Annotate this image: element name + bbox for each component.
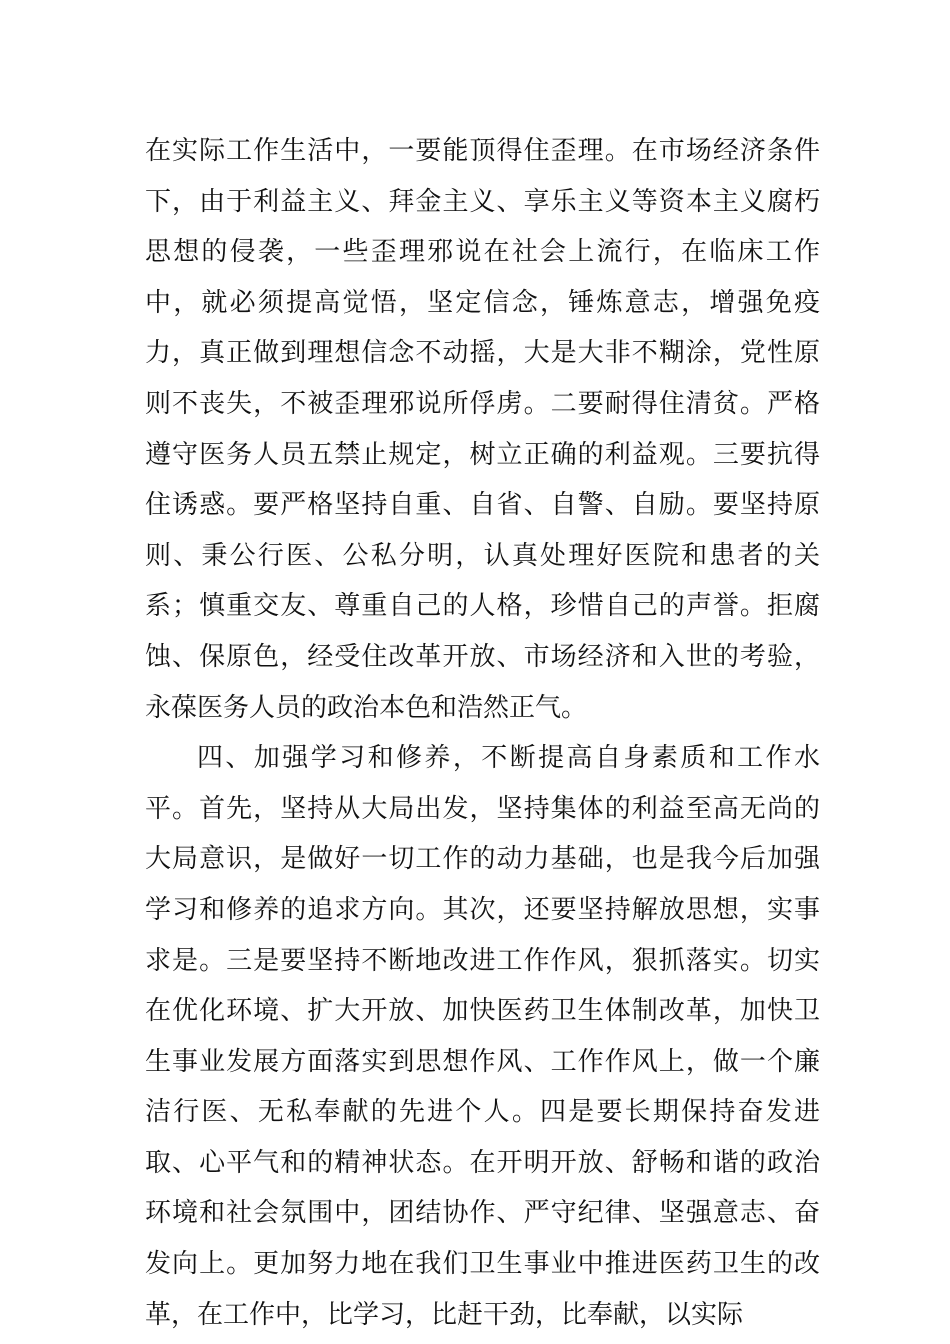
paragraph-continuation: 在实际工作生活中，一要能顶得住歪理。在市场经济条件下，由于利益主义、拜金主义、享乐主义等资本主义腐朽思想的侵袭，一些歪理邪说在社会上流行，在临床工作中，就必须提高觉悟，坚定信念，锤炼意志，增强免疫力，真正做到理想信念不动摇，大是大非不糊涂，党性原则不丧失，不被歪理邪说所俘虏。二要耐得住清贫。严格遵守医务人员五禁止规定，树立正确的利益观。三要抗得住诱惑。要严格坚持自重、自省、自警、自励。要坚持原则、秉公行医、公私分明，认真处理好医院和患者的关系；慎重交友、尊重自己的人格，珍惜自己的声誉。拒腐蚀、保原色，经受住改革开放、市场经济和入世的考验，永葆医务人员的政治本色和浩然正气。 (145, 136, 820, 723)
paragraph-section-four: 四、加强学习和修养，不断提高自身素质和工作水平。首先，坚持从大局出发，坚持集体的利益至高无尚的大局意识，是做好一切工作的动力基础，也是我今后加强学习和修养的追求方向。其次，还要坚持解放思想，实事求是。三是要坚持不断地改进工作作风，狠抓落实。切实在优化环境、扩大开放、加快医药卫生体制改革，加快卫生事业发展方面落实到思想作风、工作作风上，做一个廉洁行医、无私奉献的先进个人。四是要长期保持奋发进取、心平气和的精神状态。在开明开放、舒畅和谐的政治环境和社会氛围中，团结协作、严守纪律、坚强意志、奋发向上。更加努力地在我们卫生事业中推进医药卫生的改革，在工作中，比学习，比赶干劲，比奉献，以实际 (145, 743, 820, 1330)
document-body (145, 126, 820, 1340)
